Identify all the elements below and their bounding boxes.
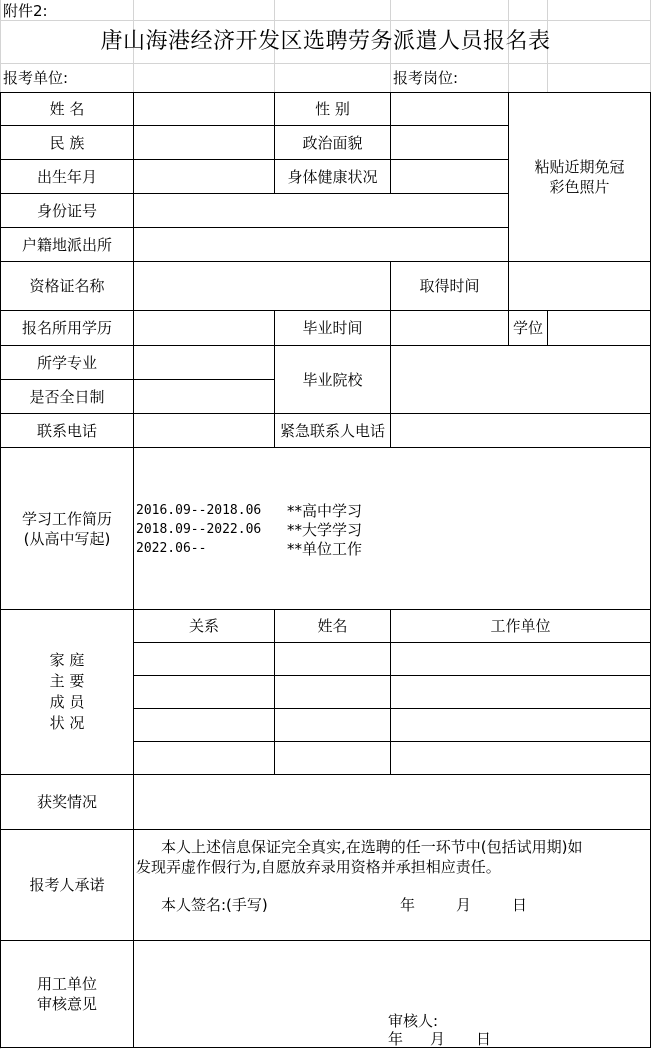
unit-label: 报考单位: bbox=[3, 69, 69, 87]
graduation-time-field[interactable] bbox=[391, 311, 508, 345]
promise-text-line1: 本人上述信息保证完全真实,在选聘的任一环节中(包括试用期)如 bbox=[161, 838, 583, 856]
table-row[interactable] bbox=[134, 676, 650, 708]
health-status-field[interactable] bbox=[391, 160, 508, 193]
family-label-line1: 家 庭 bbox=[49, 651, 85, 669]
gender-label: 性 别 bbox=[315, 100, 350, 118]
full-time-field[interactable] bbox=[134, 380, 274, 413]
education-label: 报名所用学历 bbox=[21, 319, 112, 337]
employer-review-label-line2: 审核意见 bbox=[36, 995, 97, 1013]
family-label-line3: 成 员 bbox=[49, 693, 85, 711]
photo-area[interactable] bbox=[509, 93, 650, 261]
review-day: 日 bbox=[476, 1030, 492, 1048]
review-opinion-field[interactable] bbox=[134, 941, 650, 1007]
name-field[interactable] bbox=[134, 93, 274, 125]
emergency-phone-field[interactable] bbox=[391, 414, 650, 447]
promise-month: 月 bbox=[456, 896, 472, 914]
history-description: **高中学习 bbox=[287, 502, 363, 520]
history-label-line1: 学习工作简历 bbox=[21, 509, 112, 528]
major-label: 所学专业 bbox=[36, 353, 97, 372]
history-period: 2022.06-- bbox=[136, 541, 207, 556]
ethnicity-label: 民 族 bbox=[49, 133, 85, 152]
political-status-field[interactable] bbox=[391, 126, 508, 159]
history-description: **大学学习 bbox=[287, 521, 363, 539]
birth-date-field[interactable] bbox=[134, 160, 274, 193]
table-row[interactable] bbox=[134, 709, 650, 741]
awards-field[interactable] bbox=[134, 775, 650, 829]
signature-label: 本人签名:(手写) bbox=[161, 896, 268, 914]
position-field[interactable] bbox=[470, 64, 648, 92]
certificate-name-field[interactable] bbox=[134, 262, 390, 310]
police-station-label: 户籍地派出所 bbox=[21, 235, 112, 254]
page-title: 唐山海港经济开发区选聘劳务派遣人员报名表 bbox=[100, 29, 551, 54]
health-status-label: 身体健康状况 bbox=[287, 167, 378, 186]
education-field[interactable] bbox=[134, 311, 274, 345]
major-field[interactable] bbox=[134, 346, 274, 379]
degree-label: 学位 bbox=[512, 319, 543, 337]
birth-date-label: 出生年月 bbox=[36, 167, 97, 186]
history-description: **单位工作 bbox=[287, 540, 363, 558]
photo-instruction-line2: 彩色照片 bbox=[549, 178, 610, 196]
employer-review-label-line1: 用工单位 bbox=[36, 975, 97, 993]
table-row[interactable] bbox=[134, 643, 650, 675]
signature-field[interactable] bbox=[300, 892, 390, 918]
degree-field[interactable] bbox=[548, 311, 650, 345]
promise-day: 日 bbox=[512, 896, 528, 914]
history-label bbox=[1, 448, 133, 609]
awards-label: 获奖情况 bbox=[36, 793, 97, 811]
family-label-line4: 状 况 bbox=[49, 714, 85, 732]
attachment-label: 附件2: bbox=[3, 2, 48, 20]
position-label: 报考岗位: bbox=[393, 69, 459, 87]
name-label: 姓 名 bbox=[49, 100, 85, 118]
phone-field[interactable] bbox=[134, 414, 274, 447]
emergency-phone-label: 紧急联系人电话 bbox=[279, 421, 385, 440]
ethnicity-field[interactable] bbox=[134, 126, 274, 159]
certificate-name-label: 资格证名称 bbox=[29, 277, 105, 295]
graduate-school-label: 毕业院校 bbox=[302, 370, 363, 389]
phone-label: 联系电话 bbox=[36, 421, 97, 440]
member-name-header: 姓名 bbox=[317, 617, 348, 635]
review-month: 月 bbox=[430, 1030, 446, 1048]
graduation-time-label: 毕业时间 bbox=[302, 319, 363, 337]
family-label-line2: 主 要 bbox=[49, 672, 85, 690]
certificate-time-field[interactable] bbox=[509, 262, 650, 310]
table-row[interactable] bbox=[134, 742, 650, 774]
id-number-field[interactable] bbox=[134, 194, 508, 227]
police-station-field[interactable] bbox=[134, 228, 508, 261]
history-period: 2016.09--2018.06 bbox=[136, 503, 262, 518]
graduate-school-field[interactable] bbox=[391, 346, 650, 413]
history-period: 2018.09--2022.06 bbox=[136, 522, 262, 537]
relation-header: 关系 bbox=[188, 617, 219, 635]
promise-label: 报考人承诺 bbox=[29, 876, 105, 894]
employer-review-label bbox=[1, 941, 133, 1047]
history-field[interactable] bbox=[134, 448, 650, 609]
reviewer-label: 审核人: bbox=[388, 1012, 439, 1030]
certificate-time-label: 取得时间 bbox=[419, 277, 480, 295]
promise-text-line2: 发现弄虚作假行为,自愿放弃录用资格并承担相应责任。 bbox=[136, 858, 501, 876]
unit-field[interactable] bbox=[80, 64, 380, 92]
promise-year: 年 bbox=[400, 896, 416, 914]
family-label bbox=[1, 610, 133, 774]
political-status-label: 政治面貌 bbox=[302, 133, 363, 152]
history-label-line2: (从高中写起) bbox=[23, 529, 111, 548]
photo-instruction-line1: 粘贴近期免冠 bbox=[534, 158, 625, 176]
work-unit-header: 工作单位 bbox=[490, 617, 551, 635]
review-year: 年 bbox=[388, 1030, 404, 1048]
id-number-label: 身份证号 bbox=[36, 201, 97, 220]
gender-field[interactable] bbox=[391, 93, 508, 125]
full-time-label: 是否全日制 bbox=[29, 387, 105, 406]
